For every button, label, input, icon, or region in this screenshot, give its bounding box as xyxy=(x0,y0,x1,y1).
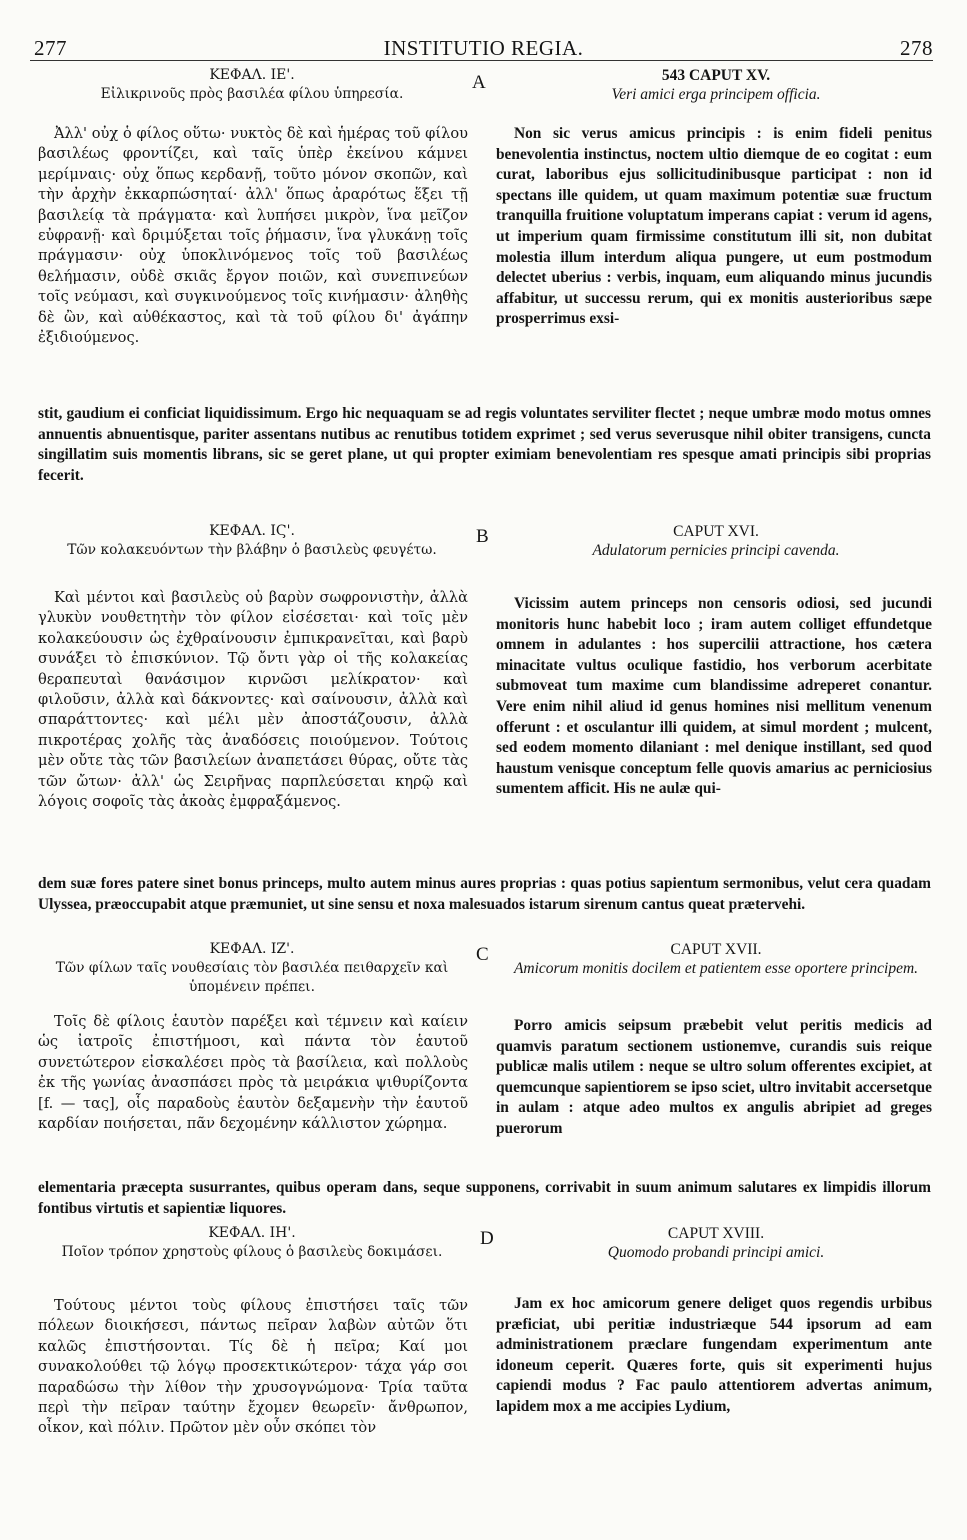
greek-chapter-caption: ΚΕΦΑΛ. ΙΖ'. xyxy=(209,941,295,957)
latin-chapter-caption: CAPUT XVII. xyxy=(670,941,762,958)
latin-heading-18 xyxy=(500,1224,932,1262)
latin-column-15 xyxy=(496,124,932,330)
greek-chapter-title: Ποῖον τρόπον χρηστοὺς φίλους ὁ βασιλεὺς δοκιμάσει. xyxy=(61,1244,443,1260)
latin-column-16 xyxy=(496,594,932,800)
latin-heading-17 xyxy=(500,940,932,978)
greek-chapter-title: Τῶν κολακευόντων τὴν βλάβην ὁ βασιλεὺς φευγέτω. xyxy=(67,542,437,558)
full-width-paragraph-16: dem suæ fores patere sinet bonus princeps, multo autem minus aures proprias : quas potius sapientum sermonibus, velut cera quadam Ulyssea, præoccupabit atque præmuniet, ut sine sensu et noxa malesuados istarum sirenum cantus queat prætervehi. xyxy=(38,875,931,913)
page-number-left: 277 xyxy=(34,36,67,60)
latin-paragraph: Jam ex hoc amicorum genere deliget quos regendis urbibus præficiat, ubi peritiæ industriæque 544 ipsorum ad eam administrationem præclare fungendam experimentum ante idoneum ceperit. Quæres forte, quis sit experimenti hujus capiendi modus ? Fac paulo attentiorem advertas animum, lapidem mox a me accipies Lydium, xyxy=(496,1295,932,1415)
greek-heading-15 xyxy=(38,66,466,104)
running-title: INSTITUTIO REGIA. xyxy=(383,36,584,60)
header-rule xyxy=(30,60,933,61)
full-width-paragraph-17: elementaria præcepta susurrantes, quibus operam dans, seque supponens, corrivabit in suum animum salutares ex limpidis illorum fontibus virtutis et sapientiæ liquores. xyxy=(38,1179,931,1217)
latin-chapter-caption: 543 CAPUT XV. xyxy=(661,67,771,84)
greek-column-17 xyxy=(38,1012,468,1134)
margin-letter-d: D xyxy=(480,1228,494,1249)
greek-paragraph: Καὶ μέντοι καὶ βασιλεὺς οὐ βαρὺν σωφρονιστὴν, ἀλλὰ γλυκὺν νουθετητὴν τὸν φίλον εἰσέσεται· καὶ τοῖς μὲν κολακεύουσιν ὡς ἐχθραίνουσιν ἐμπικρανεῖται, καὶ βαρὺ συνάξει τὸ ἐπισκύνιον. Τῷ ὄντι γὰρ οἱ τῆς κολακείας θεραπευταὶ θανάσιμον κιρνῶσι μελίκρατον· καὶ φιλοῦσιν, ἀλλὰ καὶ δάκνοντες· καὶ σαίνουσιν, ἀλλὰ καὶ σπαράττοντες· καὶ μέλι μὲν ἀποστάζουσιν, ἀλλὰ πικροτέρας χολῆς τὰς ἀναδόσεις ποιούμενον. Τούτοις μὲν οὔτε τὰς τῶν βασιλείων ἀναπετάσει θύρας, οὔτε τὰς τῶν ὤτων· ἀλλ' ὡς Σειρῆνας παρπλεύσεται κηρῷ καὶ λόγοις σοφοῖς τὰς ἀκοὰς ἐμφραξάμενος. xyxy=(38,589,468,811)
latin-column-18 xyxy=(496,1294,932,1418)
margin-letter-b: B xyxy=(476,526,489,547)
latin-column-17 xyxy=(496,1016,932,1140)
greek-chapter-caption: ΚΕΦΑΛ. ΙΕ'. xyxy=(209,67,295,83)
latin-paragraph: Non sic verus amicus principis : is enim fideli penitus benevolentia instinctus, noctem ultio diemque de eo cogitat : eum curat, laboribus ejus sollicitudinibusque participat : non id spectans ille quidem, ut quam maximum potentiæ suæ fructum tranquilla fruitione voluptatum imperans capiat : verum id agens, ut imperium quam firmissime constitutum illi sit, non dubitat molestia illum interdum aliqua pungere, ut eum postmodum delectet uberius : verbis, inquam, eum aliquando minus jucundis affabitur, ut successu rerum, qui ex monitis austerioribus sæpe prosperrimus exsi- xyxy=(496,125,932,328)
margin-letter-a: A xyxy=(472,72,486,93)
latin-paragraph: Vicissim autem princeps non censoris odiosi, sed jucundi monitoris hunc habebit loco ; iram autem colliget effundetque omnem in adulantes : hos supercilii attractione, hos cætera minacitate vultus oculique fastidio, hos verborum acerbitate submoveat tum maxime cum blandissime adreperet conantur. Vere enim nihil aliud id genus homines nisi mellitum venenum offerunt : et osculantur illi quidem, at simul mordent ; mulcent, sed eodem momento dilaniant : mel denique instillant, sed quod haustum venisque conceptum felle quovis amarius ac perniciosius sumentem afficit. His ne aulæ qui- xyxy=(496,595,932,798)
latin-heading-16 xyxy=(500,522,932,560)
latin-paragraph: Porro amicis seipsum præbebit velut peritis medicis ad quamvis paratum sectionem ustionemve, curandis suis reique publicæ malis utilem : neque se ultro solum offerentes excipiet, at quemcunque sapientiorem se ipso sciet, ultro invitabit accersetque in aulam : atque adeo multos ex angulis abripiet ad greges puerorum xyxy=(496,1017,932,1137)
greek-column-16 xyxy=(38,588,468,812)
latin-chapter-title: Adulatorum pernicies principi cavenda. xyxy=(592,542,840,559)
greek-chapter-title: Εἰλικρινοῦς πρὸς βασιλέα φίλου ὑπηρεσία. xyxy=(100,86,404,102)
margin-letter-c: C xyxy=(476,944,489,965)
greek-heading-16 xyxy=(38,522,466,560)
page-number-right: 278 xyxy=(900,36,933,60)
greek-column-15 xyxy=(38,124,468,348)
greek-paragraph: Ἀλλ' οὐχ ὁ φίλος οὕτω· νυκτὸς δὲ καὶ ἡμέρας τοῦ φίλου βασιλέως φροντίζει, καὶ ταῖς ὑπὲρ ἐκείνου κάμνει μερίμναις· οὐχ ὅπως κερδανῇ, τοῦτο μόνον σκοπῶν, καὶ τὴν ἀρχὴν ἐκκαρπώσηταί· ἀλλ' ὅπως ἀραρότως ἕξει τῇ βασιλείᾳ τὰ πράγματα· καὶ λυπήσει μικρὸν, ἵνα μεῖζον εὐφρανῇ· καὶ δριμύξεται τοῖς ῥήμασιν, ἵνα γλυκάνῃ τοῖς πράγμασιν· οὐχ ὑποκλινόμενος τοῖς τοῦ βασιλέως θελήμασιν, οὐδὲ σκιᾶς ἔργον ποιῶν, καὶ συνεπινεύων τοῖς νεύμασι, καὶ συγκινούμενος τοῖς κινήμασιν· ἀληθὴς δὲ ὢν, καὶ αὐθέκαστος, καὶ τὰ τοῦ φίλου δι' ἀγάπην ἐξιδιούμενος. xyxy=(38,125,468,347)
latin-chapter-caption: CAPUT XVI. xyxy=(673,523,759,540)
greek-heading-17 xyxy=(38,940,466,996)
greek-paragraph: Τοῖς δὲ φίλοις ἑαυτὸν παρέξει καὶ τέμνειν καὶ καίειν ὡς ἰατροῖς ἐπιστήμοσι, καὶ πάντα τὸν ἑαυτοῦ συνετώτερον εἰσκαλέσει πρὸς τὰ βασίλεια, καὶ πολλοὺς ἐκ τῆς γωνίας ἀνασπάσει πρὸς τὰ μειράκια ψιθυρίζοντα [f. — τας], οἷς παραδοὺς ἑαυτὸν δεξαμενὴν τὴν ἑαυτοῦ καρδίαν ποιήσεται, πᾶν δεχομένην κάλλιστον χώρημα. xyxy=(38,1013,468,1133)
latin-chapter-title: Quomodo probandi principi amici. xyxy=(607,1244,825,1261)
latin-chapter-title: Veri amici erga principem officia. xyxy=(611,86,821,103)
latin-chapter-title: Amicorum monitis docilem et patientem esse oportere principem. xyxy=(513,960,919,977)
greek-chapter-title: Τῶν φίλων ταῖς νουθεσίαις τὸν βασιλέα πειθαρχεῖν καὶ ὑπομένειν πρέπει. xyxy=(55,960,449,995)
greek-paragraph: Τούτους μέντοι τοὺς φίλους ἐπιστήσει ταῖς τῶν πόλεων διοικήσεσι, πάντως πεῖραν λαβὼν αὐτῶν ὅτι καλῶς ἐπιστήσονται. Τίς δὲ ἡ πεῖρα; Καί μοι συνακολούθει τῷ λόγῳ προσεκτικώτερον· τάχα γάρ σοι παραδώσω τὴν λίθον τὴν χρυσογνώμονα· Τρία ταῦτα περὶ τὴν πεῖραν ταύτην ἔχομεν θεωρεῖν· ἄνθρωπον, οἶκον, καὶ πόλιν. Πρῶτον μὲν οὖν σκόπει τὸν xyxy=(38,1297,468,1437)
greek-heading-18 xyxy=(38,1224,466,1262)
full-width-paragraph-15: stit, gaudium ei conficiat liquidissimum. Ergo hic nequaquam se ad regis voluntates serviliter flectet ; neque umbræ modo motus omnes annuentis abnuentisque, pariter assentans nutibus ac renutibus totidem exprimet ; sed verus severusque nihil obiter transigens, cuncta singillatim suis momentis librans, sic se geret plane, ut qui propter eximiam benevolentiam res spesque amati principis sibi proprias fecerit. xyxy=(38,405,931,484)
greek-column-18 xyxy=(38,1296,468,1439)
greek-chapter-caption: ΚΕΦΑΛ. ΙΗ'. xyxy=(208,1225,296,1241)
latin-chapter-caption: CAPUT XVIII. xyxy=(667,1225,765,1242)
greek-chapter-caption: ΚΕΦΑΛ. ΙϚ'. xyxy=(209,523,295,539)
latin-heading-15 xyxy=(500,66,932,104)
